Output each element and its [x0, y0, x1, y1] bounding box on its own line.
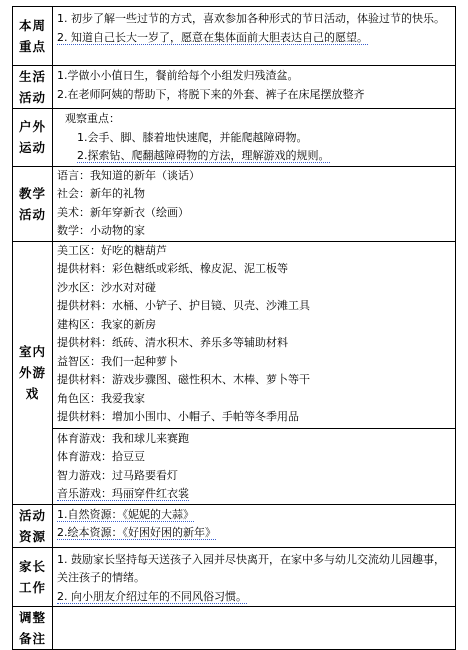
- content-outdoor-games: [53, 428, 456, 504]
- content-resources: [53, 504, 456, 547]
- games-line-8: 提供材料：游戏步骤图、磁性积木、木棒、萝卜等干: [57, 373, 310, 386]
- teaching-line-3: 美术：新年穿新衣（绘画）: [57, 205, 189, 219]
- games-line-5: 建构区：我家的新房: [57, 317, 156, 331]
- header-weekly-focus: 本周重点: [13, 7, 53, 66]
- header-resources: 活动资源: [13, 504, 53, 547]
- parents-line-1: 1. 鼓励家长坚持每天送孩子入园并尽快离开，在家中多与幼儿交流幼儿园趣事，关注孩子的情绪。: [57, 552, 445, 584]
- game-line-4: [57, 485, 455, 504]
- content-daily-life: [53, 66, 456, 109]
- teaching-line-1: 语言：我知道的新年（谈话）: [57, 168, 200, 182]
- focus-line-2-text: 2. 知道自己长大一岁了，愿意在集体面前大胆表达自己的愿望。: [57, 30, 368, 44]
- games-line-1: 美工区：好吃的糖葫芦: [57, 243, 167, 257]
- row-games: [13, 241, 456, 428]
- content-weekly-focus: [53, 7, 456, 66]
- row-teaching: [13, 166, 456, 241]
- row-daily-life: [13, 66, 456, 109]
- games-line-9: 角色区：我爱我家: [57, 391, 145, 405]
- resource-line-2: [57, 524, 455, 543]
- weekly-plan-table: [12, 6, 456, 650]
- life-line-2: 2.在老师阿姨的帮助下，将脱下来的外套、裤子在床尾摆放整齐: [57, 87, 365, 101]
- content-area-games: [53, 241, 456, 428]
- header-outdoor: 户外运动: [13, 109, 53, 167]
- games-line-6: 提供材料：纸砖、清水积木、养乐多等辅助材料: [57, 336, 288, 349]
- game-line-3: 智力游戏：过马路要看灯: [57, 468, 178, 482]
- resource-line-2-text: 2.绘本资源：《好困好困的新年》: [57, 526, 216, 539]
- content-notes: [53, 607, 456, 650]
- game-line-1: 体育游戏：我和球儿来赛跑: [57, 431, 189, 445]
- games-line-2: 提供材料：彩色糖纸或彩纸、橡皮泥、泥工板等: [57, 262, 288, 275]
- life-line-1: 1.学做小小值日生，餐前给每个小组发归残渣盆。: [57, 69, 299, 82]
- content-outdoor: [53, 109, 456, 167]
- games-line-10: 提供材料：增加小围巾、小帽子、手帕等冬季用品: [57, 410, 299, 423]
- header-parents: 家长工作: [13, 547, 53, 607]
- row-resources: [13, 504, 456, 547]
- outdoor-line-1: 观察重点：: [65, 112, 120, 125]
- header-notes: 调整备注: [13, 607, 53, 650]
- row-games-sub: [13, 428, 456, 504]
- row-outdoor: [13, 109, 456, 167]
- row-parents: [13, 547, 456, 607]
- parents-line-2: [57, 588, 455, 607]
- header-games: 室内外游戏: [13, 241, 53, 504]
- content-teaching: [53, 166, 456, 241]
- outdoor-line-2: 1.会手、脚、膝着地快速爬，并能爬越障碍物。: [77, 130, 308, 144]
- games-line-4: 提供材料：水桶、小铲子、护目镜、贝壳、沙滩工具: [57, 299, 310, 312]
- game-line-2: 体育游戏：拾豆豆: [57, 450, 145, 463]
- header-daily-life: 生活活动: [13, 66, 53, 109]
- row-notes: [13, 607, 456, 650]
- focus-line-1: 1. 初步了解一些过节的方式，喜欢参加各种形式的节日活动，体验过节的快乐。: [57, 12, 445, 25]
- resource-line-1-text: 1.自然资源：《妮妮的大蒜》: [57, 507, 194, 521]
- games-line-3: 沙水区：沙水对对碰: [57, 280, 156, 294]
- outdoor-line-3: [57, 147, 455, 166]
- outdoor-line-3-text: 2.探索钻、爬翻越障碍物的方法，理解游戏的规则。: [77, 149, 330, 162]
- row-weekly-focus: [13, 7, 456, 66]
- resource-line-1: [57, 505, 455, 525]
- games-line-7: 益智区：我们一起种萝卜: [57, 354, 178, 368]
- teaching-line-2: 社会：新年的礼物: [57, 187, 145, 200]
- content-parents: [53, 547, 456, 607]
- header-teaching: 教学活动: [13, 166, 53, 241]
- game-line-4-text: 音乐游戏：玛丽穿件红衣裳: [57, 487, 189, 500]
- teaching-line-4: 数学：小动物的家: [57, 224, 145, 237]
- parents-line-2-text: 2. 向小朋友介绍过年的不同风俗习惯。: [57, 589, 247, 603]
- focus-line-2: [57, 29, 455, 48]
